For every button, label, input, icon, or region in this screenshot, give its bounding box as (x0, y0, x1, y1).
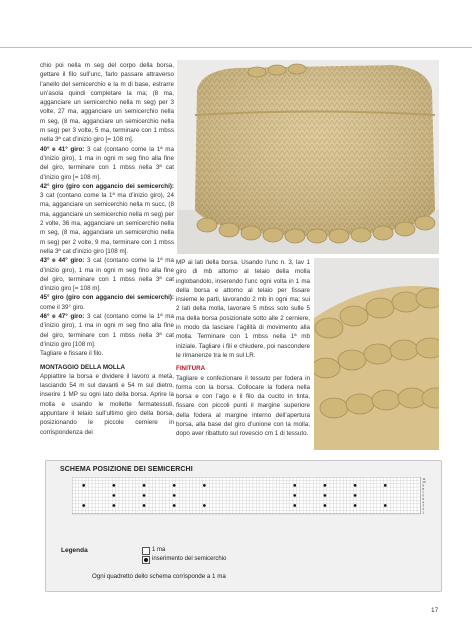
semicircle-insert-dot (354, 494, 357, 497)
stitch-chart (72, 477, 434, 533)
legend-dot-icon (142, 556, 150, 564)
schema-panel (45, 460, 442, 592)
semicircle-insert-dot (354, 504, 357, 507)
schema-title: SCHEMA POSIZIONE DEI SEMICERCHI (60, 466, 193, 473)
semicircle-insert-dot (113, 494, 116, 497)
chart-row-number: 3 (422, 503, 425, 508)
semicircle-insert-dot (384, 484, 387, 487)
semicircle-insert-dot (143, 494, 146, 497)
chart-row-number: 10 (422, 480, 426, 485)
semicircle-insert-dot (113, 484, 116, 487)
paragraph-finitura: Tagliare e confezionare il tessuto per fodera in forma con la borsa. Collocare la fodera nella borsa e con l’ago e il filo da cucito in tinta, fissare con piccoli punti il margine superiore della fodera al margine interno dell’apertura borsa, alla base del giro d’unione con la molla, dopo aver ribattuto sul rovescio cm 1 di tessuto. (176, 374, 310, 438)
semicircle-insert-dot (293, 504, 296, 507)
round-46-text: 3 cat (contano come la 1ª ma d’inizio giro), 1 ma in ogni m seg fino alla fine del giro, terminare con 1 mbss nella 3ª cat d’inizio giro [108 m]. (40, 313, 174, 348)
semicircle-insert-dot (203, 484, 206, 487)
chart-row-number: 9 (422, 483, 425, 488)
semicircle-insert-dot (143, 484, 146, 487)
semicircle-insert-dot (324, 504, 327, 507)
round-40-text: 3 cat (contano come la 1ª ma d’inizio giro), 1 ma in ogni m seg fino alla fine del giro, terminare con 1 mbss nella 3ª cat d’inizio giro [= 108 m]. (40, 145, 174, 181)
semicircle-insert-dot (293, 484, 296, 487)
round-40-label: 40° e 41° giro: (40, 145, 85, 153)
semicircle-insert-dot (82, 484, 85, 487)
semicircle-insert-dot (384, 504, 387, 507)
bag-photo-detail (314, 258, 439, 450)
chart-row-number: 5 (422, 496, 425, 501)
legend-label: Legenda (61, 547, 88, 554)
chart-row-number: 1 (422, 510, 425, 515)
round-42-text: 3 cat (contano come la 1ª ma d’inizio giro), 24 ma, agganciare un semicerchio nella m succ, (8 ma, agganciare un semicerchio nella m seg) per 2 volte, 36 ma, agganciare un semicerchio nella m seg, (8 ma, agganciare un semicerchio nella m seg) per 2 volte, 9 ma, terminare con 1 mbss nella 3ª cat d’inizio giro [108 m]. (40, 192, 174, 255)
semicircle-insert-dot (113, 504, 116, 507)
semicircle-insert-dot (143, 504, 146, 507)
paragraph-round-46 (40, 312, 174, 349)
round-45-text: come il 39° giro. (40, 303, 85, 311)
semicircle-insert-dot (354, 484, 357, 487)
chart-row-number: 7 (422, 490, 425, 495)
semicircle-insert-dot (293, 494, 296, 497)
paragraph-end: Tagliare e fissare il filo. (40, 350, 104, 358)
text-column-left (40, 61, 174, 441)
crochet-detail-image (314, 258, 439, 450)
paragraph-montaggio: Appiattire la borsa e dividere il lavoro a metà, lasciando 54 m sul davanti e 54 m sul dietro, inserire 1 MP su ogni lato della borsa. Aprire la molla e usando le mollette fermatessuti, appuntare il telaio sull’ultimo giro della borsa, posizionando le piccole cerniere in corrispondenza dei (40, 372, 174, 436)
legend-insert: inserimento del semicerchio (152, 556, 227, 562)
semicircle-insert-dot (203, 504, 206, 507)
heading-montaggio: MONTAGGIO DELLA MOLLA (40, 363, 126, 371)
legend-1ma: 1 ma (152, 547, 166, 553)
schema-note: Ogni quadretto dello schema corrisponde a 1 ma (92, 573, 226, 580)
bag-photo-top (177, 60, 439, 254)
round-43-text: 3 cat (contano come la 1ª ma d’inizio giro), 1 ma in ogni m seg fino alla fine del giro, terminare con 1 mbss nella 3ª cat d’inizio giro [= 108 m]. (40, 257, 174, 293)
top-rule (0, 47, 472, 48)
text-column-middle (176, 258, 310, 450)
paragraph-intro: chio poi nella m seg del corpo della borsa, gettare il filo sull’unc, farlo passare attraverso l’anello del semicerchio e la m di base, estrarre un’asola quindi completare la ma; (8 ma, agganciare un semicerchio nella m seg) per 3 volte, 27 ma, agganciare un semicerchio nella m seg, (8 ma, agganciare un semicerchio nella m seg) per 3 volte, 5 ma, terminare con 1 mbss nella 3ª cat d’inizio giro [= 108 m]. (40, 62, 174, 144)
page-number: 17 (431, 607, 439, 614)
paragraph-round-42 (40, 182, 174, 256)
legend-square-icon (142, 547, 150, 555)
paragraph-montaggio-cont: MP ai lati della borsa. Usando l’unc n. 3, lav 1 giro di mb attorno al telaio della molla inglobandolo, inserendo l’unc ogni volta in 1 ma della borsa e attorno al telaio per fissare insieme le parti, lavorando 2 mb in ogni ma; sui 2 lati della molla, lavorare 5 mbss solo sulle 5 ma della borsa posizionate sotto alle 2 cerniere, in modo da lasciare l’agilità di movimento alla molla. Terminare con 1 mbss nella 1ª mb iniziale. Tagliare i fili e chiudere, poi nascondere le rimanenze tra le m sul LR. (176, 259, 310, 359)
chart-row-number: 8 (422, 486, 425, 491)
chart-row-number: 6 (422, 493, 425, 498)
round-46-label: 46° e 47° giro: (40, 313, 85, 321)
semicircle-insert-dot (324, 484, 327, 487)
chart-row-number: 4 (422, 500, 425, 505)
round-43-label: 43° e 44° giro: (40, 257, 85, 265)
chart-row-number: 2 (422, 507, 425, 511)
semicircle-insert-dot (173, 484, 176, 487)
heading-finitura: FINITURA (176, 365, 206, 373)
chart-row-number: 11 (422, 477, 426, 481)
paragraph-round-40 (40, 145, 174, 182)
round-42-label: 42° giro (giro con aggancio dei semicerchi): (40, 182, 174, 190)
semicircle-insert-dot (173, 494, 176, 497)
paragraph-round-45 (40, 293, 174, 312)
semicircle-insert-dot (324, 494, 327, 497)
crochet-bag-image (177, 60, 439, 254)
semicircle-insert-dot (82, 504, 85, 507)
paragraph-round-43 (40, 256, 174, 293)
semicircle-insert-dot (173, 504, 176, 507)
round-45-label: 45° giro (giro con aggancio dei semicerchi): (40, 294, 174, 302)
